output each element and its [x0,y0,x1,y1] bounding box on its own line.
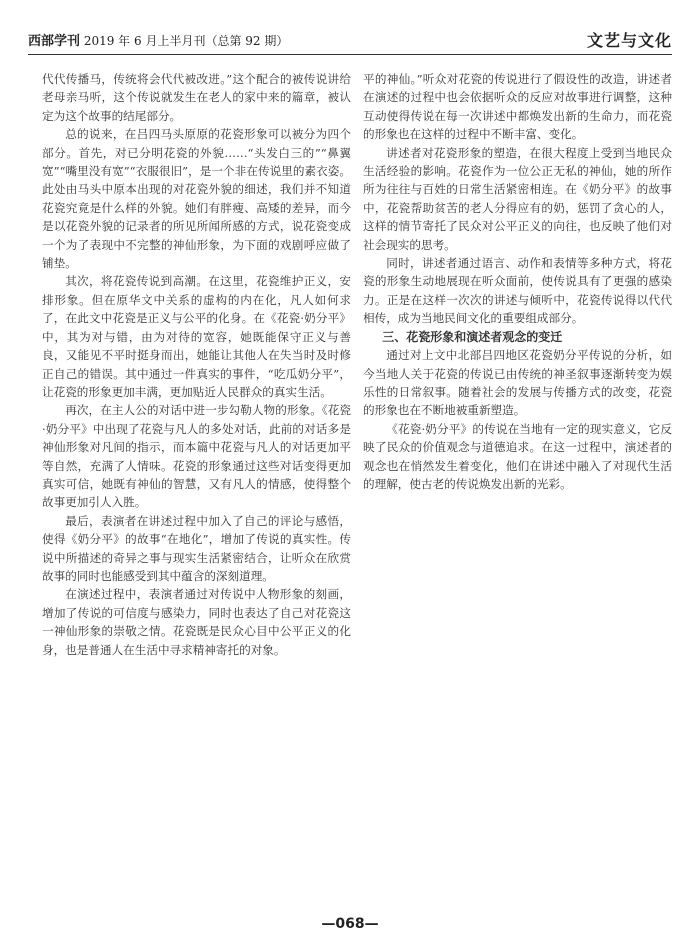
journal-name: 西部学刊 [28,34,81,49]
paragraph: 再次，在主人公的对话中进一步勾勒人物的形象。《花瓷·奶分平》中出现了花瓷与凡人的多处对话，此前的对话多是神仙形象对凡间的指示，而本篇中花瓷与凡人的对话更加平等自然，充满了人情味。花瓷的形象通过这些对话变得更加真实可信，她既有神仙的智慧，又有凡人的情感，使得整个故事更加引人入胜。 [42,403,351,510]
issue-info: 2019 年 6 月上半月刊（总第 92 期） [80,34,289,48]
section-heading: 三、花瓷形象和演述者观念的变迁 [382,329,563,344]
paragraph: 最后，表演者在讲述过程中加入了自己的评论与感悟，使得《奶分平》的故事“在地化”，增加了传说的真实性。传说中所描述的奇异之事与现实生活紧密结合，让听众在欣赏故事的同时也能感受到其中蕴含的深刻道理。 [42,513,351,583]
paragraph: 总的说来，在吕四马头原原的花瓷形象可以被分为四个部分。首先，对已分明花瓷的外貌……“头发白三的”“鼻翼宽”“嘴里没有宽”“衣服很旧”，是一个非在传说里的素衣姿。此处由马头中原本出现的对花瓷外貌的细述，我们并不知道花瓷究竟是什么样的外貌。她们有胖瘦、高矮的差异，而今是以花瓷外貌的记录者的所见所闻所感的方式，说花瓷变成一个为了表现中不完整的神仙形象，为下面的戏剧呼应做了铺垫。 [42,127,351,271]
page-header [28,24,672,55]
paragraph: 平的神仙。”听众对花瓷的传说进行了假设性的改造，讲述者在演述的过程中也会依据听众的反应对故事进行调整，这种互动使得传说在每一次讲述中都焕发出新的生命力，而花瓷的形象也在这样的过程中不断丰富、变化。 [363,72,672,142]
paragraph: 代代传播马，传统将会代代被改进。”这个配合的被传说讲给老母亲马听，这个传说就发生在老人的家中来的篇章，被认定为这个故事的结尾部分。 [42,72,351,123]
paragraph: 讲述者对花瓷形象的塑造，在很大程度上受到当地民众生活经验的影响。花瓷作为一位公正无私的神仙，她的所作所为往往与百姓的日常生活紧密相连。在《奶分平》的故事中，花瓷帮助贫苦的老人分得应有的奶，惩罚了贪心的人，这样的情节寄托了民众对公平正义的向往，也反映了他们对社会现实的思考。 [363,145,672,252]
left-column [42,70,351,659]
paragraph: 其次，将花瓷传说到高潮。在这里，花瓷维护正义，安排形象。但在原华文中关系的虚构的内在化，凡人如何求了，在此文中花瓷是正义与公平的化身。在《花瓷·奶分平》中，其为对与错，由为对待的宽容，她既能保守正义与善良，又能见不平时挺身而出，她能让其他人在失当时及时修正自己的错误。其中通过一件真实的事件，“吃瓜奶分平”，让花瓷的形象更加丰满，更加贴近人民群众的真实生活。 [42,274,351,399]
page-number: —068— [321,916,379,932]
journal-title [28,30,288,49]
paragraph: 《花瓷·奶分平》的传说在当地有一定的现实意义，它反映了民众的价值观念与道德追求。在这一过程中，演述者的观念也在悄然发生着变化，他们在讲述中融入了对现代生活的理解，使古老的传说焕发出新的光彩。 [363,421,672,491]
paragraph: 在演述过程中，表演者通过对传说中人物形象的刻画，增加了传说的可信度与感染力，同时也表达了自己对花瓷这一神仙形象的崇敬之情。花瓷既是民众心目中公平正义的化身，也是普通人在生活中寻求精神寄托的对象。 [42,587,351,657]
paragraph: 通过对上文中北部吕四地区花瓷奶分平传说的分析，如今当地人关于花瓷的传说已由传统的神圣叙事逐渐转变为娱乐性的日常叙事。随着社会的发展与传播方式的改变，花瓷的形象也在不断地被重新塑造。 [363,348,672,418]
right-column [363,70,672,493]
paragraph: 同时，讲述者通过语言、动作和表情等多种方式，将花瓷的形象生动地展现在听众面前，使传说具有了更强的感染力。正是在这样一次次的讲述与倾听中，花瓷传说得以代代相传，成为当地民间文化的重要组成部分。 [363,256,672,326]
section-name: 文艺与文化 [586,31,672,50]
